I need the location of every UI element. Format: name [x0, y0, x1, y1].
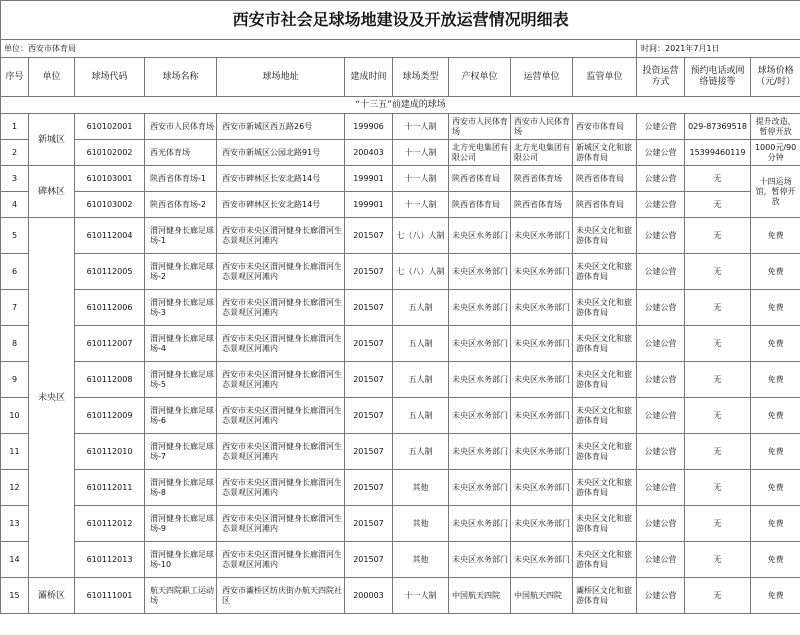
- investment-mode: 公建公营: [637, 578, 685, 614]
- row-number: 9: [1, 362, 29, 398]
- owner-unit: 未央区水务部门: [449, 398, 511, 434]
- field-address: 西安市碑林区长安北路14号: [217, 192, 345, 218]
- table-row: [1, 192, 800, 218]
- field-address: 西安市灞桥区纺庆街办航天四院社区: [217, 578, 345, 614]
- field-address: 西安市未央区渭河健身长廊渭河生态景观区河滩内: [217, 326, 345, 362]
- field-type: 七（八）人制: [393, 218, 449, 254]
- field-address: 西安市未央区渭河健身长廊渭河生态景观区河滩内: [217, 506, 345, 542]
- built-date: 199906: [345, 114, 393, 140]
- operator-unit: 陕西省体育场: [511, 192, 573, 218]
- table-row: [1, 290, 800, 326]
- built-date: 199901: [345, 166, 393, 192]
- district-cell: 未央区: [29, 218, 75, 578]
- owner-unit: 未央区水务部门: [449, 218, 511, 254]
- operator-unit: 未央区水务部门: [511, 362, 573, 398]
- regulator-unit: 新城区文化和旅游体育局: [573, 140, 637, 166]
- regulator-unit: 西安市体育局: [573, 114, 637, 140]
- investment-mode: 公建公营: [637, 326, 685, 362]
- built-date: 201507: [345, 218, 393, 254]
- investment-mode: 公建公营: [637, 166, 685, 192]
- price-cell: 免费: [751, 398, 800, 434]
- contact-info: 无: [685, 434, 751, 470]
- field-type: 十一人制: [393, 166, 449, 192]
- table-row: [1, 166, 800, 192]
- price-cell: 1000元/90分钟: [751, 140, 800, 166]
- field-code: 610112007: [75, 326, 145, 362]
- page-title: 西安市社会足球场地建设及开放运营情况明细表: [1, 1, 800, 40]
- row-number: 15: [1, 578, 29, 614]
- operator-unit: 北方光电集团有限公司: [511, 140, 573, 166]
- field-type: 十一人制: [393, 114, 449, 140]
- price-cell: 免费: [751, 506, 800, 542]
- field-name: 渭河健身长廊足球场-10: [145, 542, 217, 578]
- field-code: 610103001: [75, 166, 145, 192]
- field-type: 其他: [393, 470, 449, 506]
- field-type: 五人制: [393, 326, 449, 362]
- field-name: 西安市人民体育场: [145, 114, 217, 140]
- owner-unit: 未央区水务部门: [449, 254, 511, 290]
- investment-mode: 公建公营: [637, 434, 685, 470]
- contact-info: 029-87369518: [685, 114, 751, 140]
- investment-mode: 公建公营: [637, 542, 685, 578]
- table-row: [1, 470, 800, 506]
- field-type: 十一人制: [393, 140, 449, 166]
- regulator-unit: 未央区文化和旅游体育局: [573, 398, 637, 434]
- header-name: 球场名称: [145, 58, 217, 97]
- field-name: 渭河健身长廊足球场-6: [145, 398, 217, 434]
- header-row: [1, 58, 800, 97]
- owner-unit: 北方光电集团有限公司: [449, 140, 511, 166]
- district-cell: 碑林区: [29, 166, 75, 218]
- field-name: 渭河健身长廊足球场-1: [145, 218, 217, 254]
- field-name: 渭河健身长廊足球场-4: [145, 326, 217, 362]
- built-date: 201507: [345, 326, 393, 362]
- header-type: 球场类型: [393, 58, 449, 97]
- contact-info: 无: [685, 506, 751, 542]
- built-date: 201507: [345, 542, 393, 578]
- district-cell: 灞桥区: [29, 578, 75, 614]
- field-type: 十一人制: [393, 578, 449, 614]
- contact-info: 无: [685, 192, 751, 218]
- header-built: 建成时间: [345, 58, 393, 97]
- price-cell: 免费: [751, 326, 800, 362]
- row-number: 10: [1, 398, 29, 434]
- contact-info: 无: [685, 218, 751, 254]
- contact-info: 无: [685, 398, 751, 434]
- operator-unit: 未央区水务部门: [511, 506, 573, 542]
- field-code: 610112006: [75, 290, 145, 326]
- field-name: 渭河健身长廊足球场-2: [145, 254, 217, 290]
- row-number: 13: [1, 506, 29, 542]
- contact-info: 无: [685, 290, 751, 326]
- built-date: 201507: [345, 254, 393, 290]
- field-code: 610111001: [75, 578, 145, 614]
- field-address: 西安市未央区渭河健身长廊渭河生态景观区河滩内: [217, 362, 345, 398]
- owner-unit: 未央区水务部门: [449, 470, 511, 506]
- price-cell: 免费: [751, 434, 800, 470]
- price-cell: 免费: [751, 218, 800, 254]
- investment-mode: 公建公营: [637, 362, 685, 398]
- regulator-unit: 未央区文化和旅游体育局: [573, 362, 637, 398]
- operator-unit: 未央区水务部门: [511, 254, 573, 290]
- table-row: [1, 254, 800, 290]
- field-type: 其他: [393, 542, 449, 578]
- operator-unit: 未央区水务部门: [511, 290, 573, 326]
- owner-unit: 未央区水务部门: [449, 362, 511, 398]
- table-row: [1, 218, 800, 254]
- row-number: 1: [1, 114, 29, 140]
- row-number: 7: [1, 290, 29, 326]
- table-row: [1, 140, 800, 166]
- regulator-unit: 未央区文化和旅游体育局: [573, 542, 637, 578]
- field-type: 十一人制: [393, 192, 449, 218]
- built-date: 200403: [345, 140, 393, 166]
- header-no: 序号: [1, 58, 29, 97]
- price-cell: 提升改造，暂停开放: [751, 114, 800, 140]
- contact-info: 无: [685, 470, 751, 506]
- header-contact: 预约电话或网络链接等: [685, 58, 751, 97]
- field-address: 西安市未央区渭河健身长廊渭河生态景观区河滩内: [217, 398, 345, 434]
- table-row: [1, 578, 800, 614]
- owner-unit: 陕西省体育局: [449, 166, 511, 192]
- field-name: 陕西省体育场-1: [145, 166, 217, 192]
- regulator-unit: 灞桥区文化和旅游体育局: [573, 578, 637, 614]
- field-type: 其他: [393, 506, 449, 542]
- field-code: 610102002: [75, 140, 145, 166]
- row-number: 4: [1, 192, 29, 218]
- table-row: [1, 506, 800, 542]
- regulator-unit: 陕西省体育局: [573, 192, 637, 218]
- field-type: 五人制: [393, 290, 449, 326]
- field-address: 西安市新城区公园北路91号: [217, 140, 345, 166]
- table-row: [1, 398, 800, 434]
- header-owner: 产权单位: [449, 58, 511, 97]
- contact-info: 无: [685, 326, 751, 362]
- regulator-unit: 未央区文化和旅游体育局: [573, 470, 637, 506]
- unit-label: 单位：西安市体育局: [1, 40, 637, 58]
- field-address: 西安市未央区渭河健身长廊渭河生态景观区河滩内: [217, 434, 345, 470]
- investment-mode: 公建公营: [637, 192, 685, 218]
- contact-info: 15399460119: [685, 140, 751, 166]
- field-name: 西光体育场: [145, 140, 217, 166]
- regulator-unit: 陕西省体育局: [573, 166, 637, 192]
- row-number: 14: [1, 542, 29, 578]
- investment-mode: 公建公营: [637, 254, 685, 290]
- field-code: 610112009: [75, 398, 145, 434]
- regulator-unit: 未央区文化和旅游体育局: [573, 506, 637, 542]
- owner-unit: 未央区水务部门: [449, 290, 511, 326]
- operator-unit: 未央区水务部门: [511, 542, 573, 578]
- built-date: 201507: [345, 362, 393, 398]
- operator-unit: 西安市人民体育场: [511, 114, 573, 140]
- operator-unit: 未央区水务部门: [511, 326, 573, 362]
- field-code: 610112013: [75, 542, 145, 578]
- investment-mode: 公建公营: [637, 140, 685, 166]
- header-regulator: 监管单位: [573, 58, 637, 97]
- row-number: 5: [1, 218, 29, 254]
- price-cell: 免费: [751, 362, 800, 398]
- table-row: [1, 362, 800, 398]
- field-type: 五人制: [393, 434, 449, 470]
- field-code: 610103002: [75, 192, 145, 218]
- price-cell: 免费: [751, 542, 800, 578]
- owner-unit: 未央区水务部门: [449, 506, 511, 542]
- built-date: 199901: [345, 192, 393, 218]
- row-number: 11: [1, 434, 29, 470]
- field-code: 610112004: [75, 218, 145, 254]
- field-address: 西安市未央区渭河健身长廊渭河生态景观区河滩内: [217, 542, 345, 578]
- operator-unit: 未央区水务部门: [511, 470, 573, 506]
- field-address: 西安市未央区渭河健身长廊渭河生态景观区河滩内: [217, 290, 345, 326]
- regulator-unit: 未央区文化和旅游体育局: [573, 254, 637, 290]
- field-name: 渭河健身长廊足球场-3: [145, 290, 217, 326]
- built-date: 201507: [345, 398, 393, 434]
- operator-unit: 未央区水务部门: [511, 398, 573, 434]
- field-name: 渭河健身长廊足球场-8: [145, 470, 217, 506]
- owner-unit: 中国航天四院: [449, 578, 511, 614]
- field-code: 610112012: [75, 506, 145, 542]
- field-name: 渭河健身长廊足球场-9: [145, 506, 217, 542]
- header-price: 球场价格（元/时）: [751, 58, 800, 97]
- field-name: 渭河健身长廊足球场-7: [145, 434, 217, 470]
- price-cell: 免费: [751, 254, 800, 290]
- regulator-unit: 未央区文化和旅游体育局: [573, 326, 637, 362]
- owner-unit: 未央区水务部门: [449, 326, 511, 362]
- field-name: 渭河健身长廊足球场-5: [145, 362, 217, 398]
- section-heading: “十三五”前建成的球场: [1, 97, 800, 114]
- field-address: 西安市碑林区长安北路14号: [217, 166, 345, 192]
- operator-unit: 未央区水务部门: [511, 434, 573, 470]
- built-date: 201507: [345, 506, 393, 542]
- investment-mode: 公建公营: [637, 218, 685, 254]
- owner-unit: 未央区水务部门: [449, 542, 511, 578]
- field-code: 610112010: [75, 434, 145, 470]
- regulator-unit: 未央区文化和旅游体育局: [573, 218, 637, 254]
- operator-unit: 陕西省体育场: [511, 166, 573, 192]
- field-address: 西安市新城区西五路26号: [217, 114, 345, 140]
- regulator-unit: 未央区文化和旅游体育局: [573, 434, 637, 470]
- investment-mode: 公建公营: [637, 290, 685, 326]
- field-address: 西安市未央区渭河健身长廊渭河生态景观区河滩内: [217, 254, 345, 290]
- operator-unit: 中国航天四院: [511, 578, 573, 614]
- table-row: [1, 434, 800, 470]
- field-code: 610112008: [75, 362, 145, 398]
- table-row: [1, 114, 800, 140]
- investment-mode: 公建公营: [637, 398, 685, 434]
- field-code: 610112011: [75, 470, 145, 506]
- header-code: 球场代码: [75, 58, 145, 97]
- district-cell: 新城区: [29, 114, 75, 166]
- owner-unit: 未央区水务部门: [449, 434, 511, 470]
- field-address: 西安市未央区渭河健身长廊渭河生态景观区河滩内: [217, 470, 345, 506]
- price-cell: 免费: [751, 578, 800, 614]
- contact-info: 无: [685, 166, 751, 192]
- owner-unit: 西安市人民体育场: [449, 114, 511, 140]
- row-number: 3: [1, 166, 29, 192]
- row-number: 2: [1, 140, 29, 166]
- header-unit: 单位: [29, 58, 75, 97]
- field-type: 七（八）人制: [393, 254, 449, 290]
- field-type: 五人制: [393, 398, 449, 434]
- investment-mode: 公建公营: [637, 506, 685, 542]
- field-address: 西安市未央区渭河健身长廊渭河生态景观区河滩内: [217, 218, 345, 254]
- header-address: 球场地址: [217, 58, 345, 97]
- operator-unit: 未央区水务部门: [511, 218, 573, 254]
- time-label: 时间：2021年7月1日: [637, 40, 800, 58]
- header-mode: 投资运营方式: [637, 58, 685, 97]
- owner-unit: 陕西省体育局: [449, 192, 511, 218]
- field-code: 610102001: [75, 114, 145, 140]
- contact-info: 无: [685, 542, 751, 578]
- built-date: 201507: [345, 470, 393, 506]
- row-number: 12: [1, 470, 29, 506]
- field-code: 610112005: [75, 254, 145, 290]
- price-cell: 免费: [751, 470, 800, 506]
- contact-info: 无: [685, 578, 751, 614]
- field-name: 航天四院职工运动场: [145, 578, 217, 614]
- contact-info: 无: [685, 254, 751, 290]
- built-date: 200003: [345, 578, 393, 614]
- regulator-unit: 未央区文化和旅游体育局: [573, 290, 637, 326]
- field-type: 五人制: [393, 362, 449, 398]
- row-number: 8: [1, 326, 29, 362]
- row-number: 6: [1, 254, 29, 290]
- built-date: 201507: [345, 290, 393, 326]
- table-row: [1, 326, 800, 362]
- price-cell: 十四运场馆，暂停开放: [751, 166, 800, 218]
- price-cell: 免费: [751, 290, 800, 326]
- investment-mode: 公建公营: [637, 470, 685, 506]
- contact-info: 无: [685, 362, 751, 398]
- built-date: 201507: [345, 434, 393, 470]
- table-row: [1, 542, 800, 578]
- investment-mode: 公建公营: [637, 114, 685, 140]
- field-name: 陕西省体育场-2: [145, 192, 217, 218]
- header-operator: 运营单位: [511, 58, 573, 97]
